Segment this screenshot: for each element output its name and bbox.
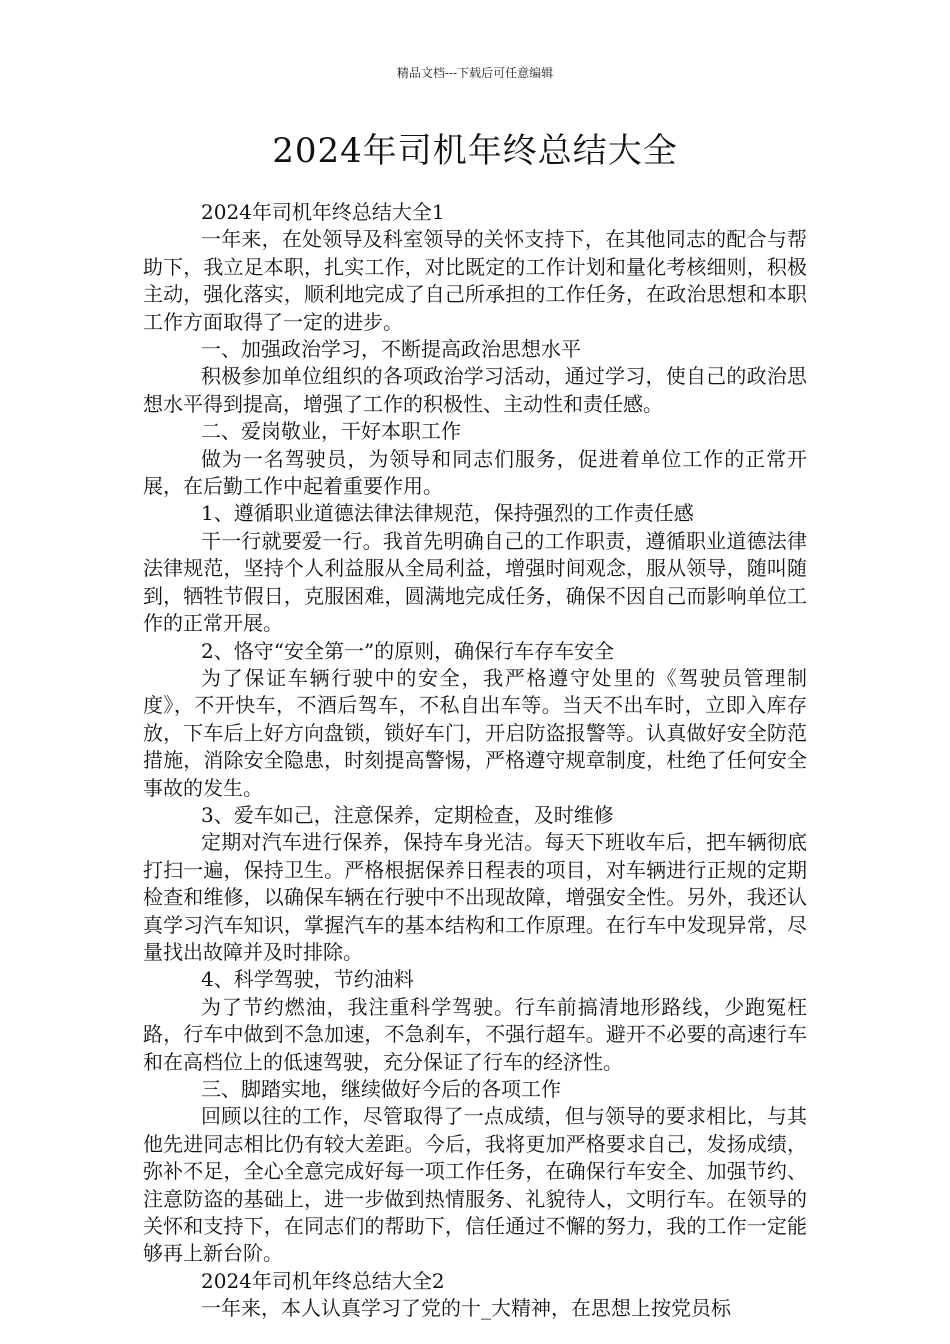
document-body — [143, 199, 807, 1323]
subheading: 3、爱车如己，注意保养，定期检查，及时维修 — [201, 802, 614, 827]
subheading: 2、恪守“安全第一”的原则，确保行车存车安全 — [201, 638, 615, 663]
document-title: 2024年司机年终总结大全 — [272, 131, 678, 171]
paragraph: 一年来，在处领导及科室领导的关怀支持下，在其他同志的配合与帮助下，我立足本职，扎实工作，对比既定的工作计划和量化考核细则，积极主动，强化落实，顺利地完成了自己所承担的工作任务，在政治思想和本职工作方面取得了一定的进步。 — [143, 227, 807, 334]
paragraph: 做为一名驾驶员，为领导和同志们服务，促进着单位工作的正常开展，在后勤工作中起着重要作用。 — [143, 446, 807, 499]
paragraph: 回顾以往的工作，尽管取得了一点成绩，但与领导的要求相比，与其他先进同志相比仍有较大差距。今后，我将更加严格要求自己，发扬成绩，弥补不足，全心全意完成好每一项工作任务，在确保行车安全、加强节约、注意防盗的基础上，进一步做到热情服务、礼貌待人，文明行车。在领导的关怀和支持下，在同志们的帮助下，信任通过不懈的努力，我的工作一定能够再上新台阶。 — [143, 1104, 807, 1266]
paragraph: 积极参加单位组织的各项政治学习活动，通过学习，使自己的政治思想水平得到提高，增强了工作的积极性、主动性和责任感。 — [143, 364, 807, 416]
section-heading-1: 2024年司机年终总结大全1 — [201, 200, 445, 224]
subheading: 一、加强政治学习，不断提高政治思想水平 — [201, 337, 581, 362]
subheading: 二、爱岗敬业，干好本职工作 — [201, 419, 461, 444]
paragraph: 干一行就要爱一行。我首先明确自己的工作职责，遵循职业道德法律法律规范，坚持个人利益服从全局利益，增强时间观念，服从领导，随叫随到，牺牲节假日，克服困难，圆满地完成任务，确保不因自己而影响单位工作的正常开展。 — [143, 528, 807, 636]
subheading: 三、脚踏实地，继续做好今后的各项工作 — [201, 1077, 561, 1101]
paragraph: 为了节约燃油，我注重科学驾驶。行车前搞清地形路线，少跑冤枉路，行车中做到不急加速，不急刹车，不强行超车。避开不必要的高速行车和在高档位上的低速驾驶，充分保证了行车的经济性。 — [143, 994, 807, 1074]
paragraph: 一年来，本人认真学习了党的十_大精神，在思想上按党员标 — [201, 1296, 731, 1321]
paragraph: 为了保证车辆行驶中的安全，我严格遵守处里的《驾驶员管理制度》，不开快车，不酒后驾车，不私自出车等。当天不出车时，立即入库存放，下车后上好方向盘锁，锁好车门，开启防盗报警等。认真做好安全防范措施，消除安全隐患，时刻提高警惕，严格遵守规章制度，杜绝了任何安全事故的发生。 — [143, 665, 807, 800]
paragraph: 定期对汽车进行保养，保持车身光洁。每天下班收车后，把车辆彻底打扫一遍，保持卫生。严格根据保养日程表的项目，对车辆进行正规的定期检查和维修，以确保车辆在行驶中不出现故障，增强安全性。另外，我还认真学习汽车知识，掌握汽车的基本结构和工作原理。在行车中发现异常，尽量找出故障并及时排除。 — [143, 830, 807, 964]
section-heading-2: 2024年司机年终总结大全2 — [201, 1268, 445, 1293]
subheading: 1、遵循职业道德法律法律规范，保持强烈的工作责任感 — [201, 501, 694, 526]
page-header: 精品文档---下载后可任意编辑 — [396, 66, 554, 80]
subheading: 4、科学驾驶，节约油料 — [201, 967, 414, 992]
